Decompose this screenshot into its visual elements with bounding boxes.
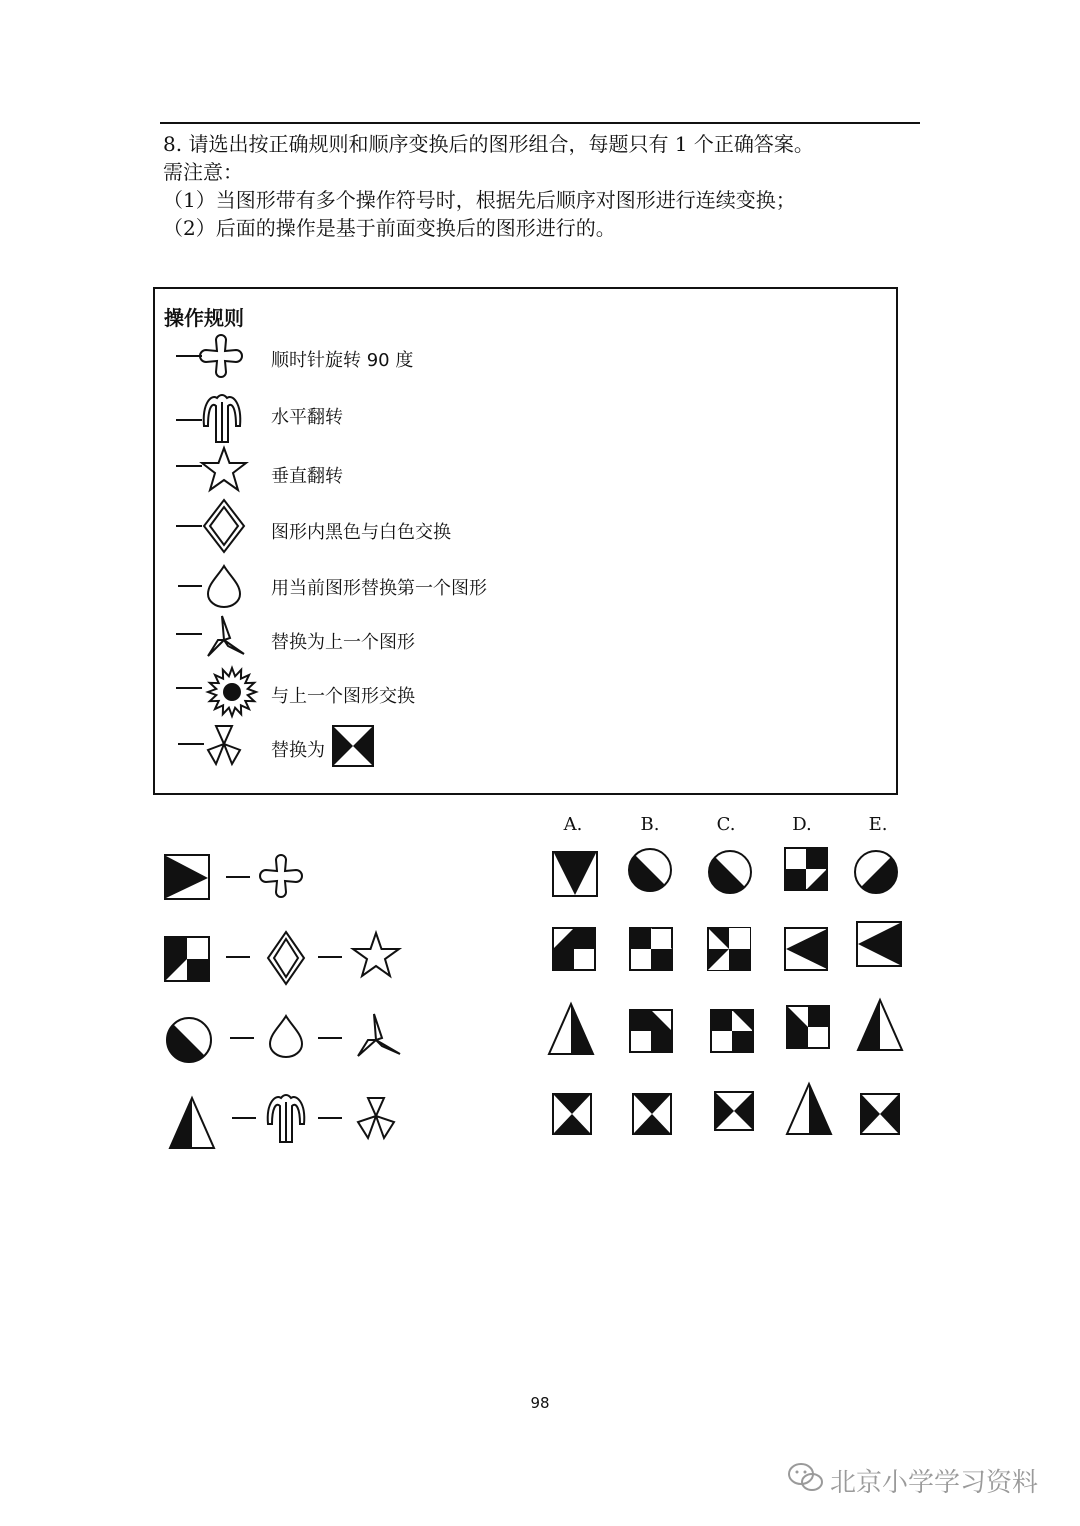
q2-shape: [165, 937, 209, 981]
rule-label-hflip: 水平翻转: [271, 407, 343, 428]
option-letter-e: E.: [868, 814, 888, 835]
option-1d: [785, 848, 827, 890]
option-3d: [787, 1006, 829, 1048]
diamond-icon: [172, 498, 252, 556]
wechat-icon: [786, 1460, 826, 1496]
pinwheel-icon: [172, 612, 252, 662]
top-rule: [160, 122, 920, 124]
rule-label-swap-prev: 与上一个图形交换: [271, 686, 415, 707]
option-2b: [630, 928, 672, 970]
question-line-3: （1）当图形带有多个操作符号时，根据先后顺序对图形进行连续变换；: [163, 188, 796, 212]
option-1e: [855, 851, 897, 893]
watermark-text: 北京小学学习资料: [830, 1468, 1039, 1498]
option-4b: [633, 1094, 671, 1134]
question-figures: [162, 852, 412, 1162]
rule-label-rotate: 顺时针旋转 90 度: [271, 350, 414, 371]
q1-cross-icon: [260, 855, 302, 897]
option-4c: [715, 1092, 753, 1130]
option-1a: [553, 852, 597, 896]
option-4a: [553, 1094, 591, 1134]
cross-icon: [172, 334, 252, 380]
rule-label-vflip: 垂直翻转: [271, 466, 343, 487]
question-line-1: 8. 请选出按正确规则和顺序变换后的图形组合，每题只有 1 个正确答案。: [163, 132, 814, 156]
option-1b: [629, 849, 671, 891]
rule-label-replace-with: 替换为: [271, 740, 325, 761]
rule-label-swap-color: 图形内黑色与白色交换: [271, 522, 451, 543]
q3-shape: [166, 1018, 211, 1063]
option-3e: [858, 1000, 902, 1050]
option-1c: [709, 851, 751, 893]
rules-title: 操作规则: [164, 306, 244, 330]
option-3c: [711, 1010, 753, 1052]
trefoil-icon: [172, 722, 252, 770]
option-letter-d: D.: [792, 814, 812, 835]
option-3b: [630, 1010, 672, 1052]
option-2a: [553, 928, 595, 970]
option-4d: [787, 1084, 831, 1134]
option-letter-c: C.: [716, 814, 736, 835]
option-figures: [545, 842, 910, 1142]
option-3a: [549, 1004, 593, 1054]
page-number: 98: [530, 1394, 550, 1412]
rule-label-replace-first: 用当前图形替换第一个图形: [271, 578, 487, 599]
q4-shape: [170, 1098, 214, 1148]
hourglass-square-icon: [332, 725, 374, 767]
q1-shape: [165, 855, 209, 899]
star-icon: [172, 446, 252, 496]
rules-box: [153, 287, 898, 795]
drop-icon: [172, 562, 252, 610]
question-line-2: 需注意：: [163, 160, 243, 184]
fountain-icon: [172, 392, 252, 444]
option-2d: [785, 928, 827, 970]
sun-icon: [172, 664, 252, 720]
option-4e: [861, 1094, 899, 1134]
option-2c: [708, 928, 750, 970]
option-2e: [857, 922, 901, 966]
rule-label-replace-prev: 替换为上一个图形: [271, 632, 415, 653]
option-letter-b: B.: [640, 814, 660, 835]
question-line-4: （2）后面的操作是基于前面变换后的图形进行的。: [163, 216, 616, 240]
option-letter-a: A.: [563, 814, 583, 835]
